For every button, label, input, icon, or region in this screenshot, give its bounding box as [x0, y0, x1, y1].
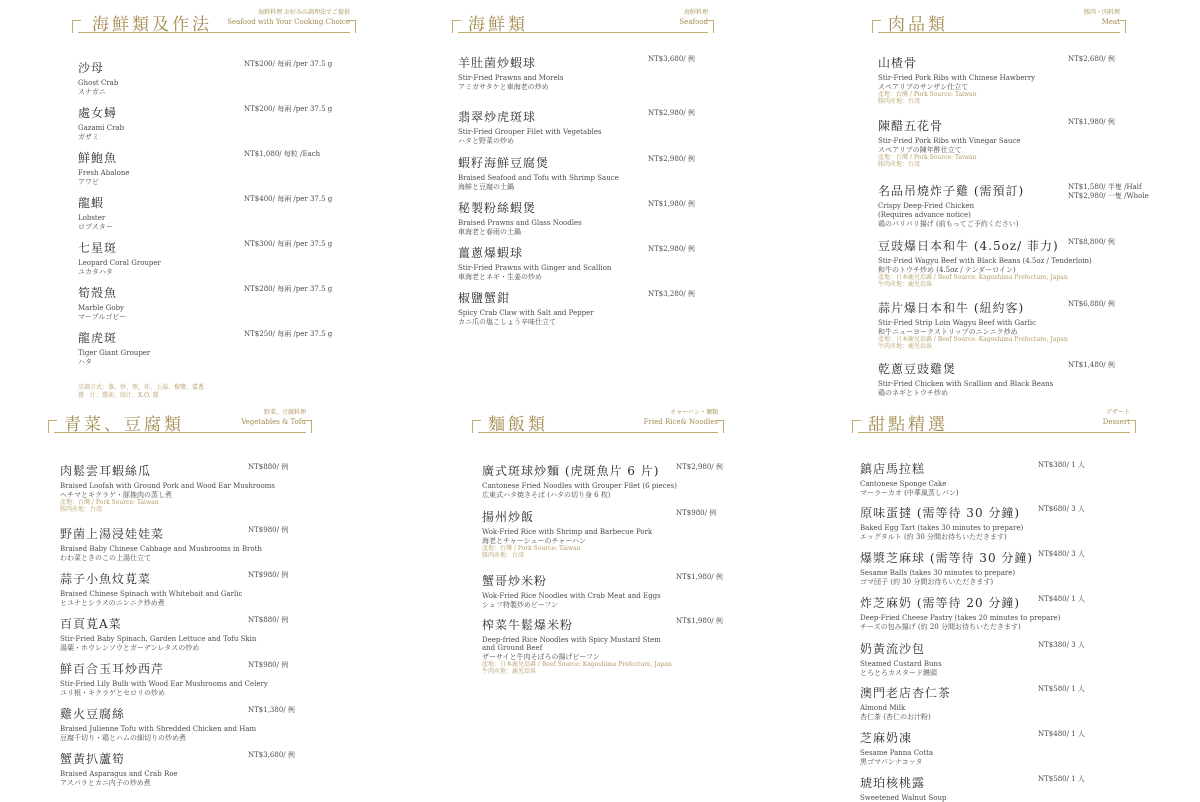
menu-item: [878, 299, 1120, 350]
item-name-en: Braised Seafood and Tofu with Shrimp Sauce: [458, 174, 619, 182]
item-name-zh: 蝦籽海鮮豆腐煲: [458, 156, 550, 170]
menu-item: [860, 504, 1130, 541]
menu-item: [482, 508, 718, 559]
item-name-ja: ロブスター: [78, 223, 113, 231]
menu-item: [60, 660, 306, 697]
item-name-zh: 揚州炒飯: [482, 510, 535, 524]
item-name-en: Deep-fried Rice Noodles with Spicy Mustard Stem: [482, 636, 661, 644]
item-name-zh: 薑蔥爆蝦球: [458, 246, 524, 260]
item-name-ja: 黒ゴマパンナコッタ: [860, 758, 923, 766]
item-name-en-2: and Ground Beef: [482, 644, 543, 652]
item-price: NT$580/ 1 人: [1038, 685, 1085, 693]
section-noodles: [478, 404, 723, 704]
item-source: 產地：日本鹿兒島縣 / Beef Source: Kagoshima Prefecture, Japan: [482, 661, 672, 668]
item-price: NT$200/ 每兩 /per 37.5 g: [244, 105, 333, 113]
item-name-en: Braised Loofah with Ground Pork and Wood Ear Mushrooms: [60, 482, 275, 490]
item-name-en: Braised Chinese Spinach with Whitebait and Garlic: [60, 590, 243, 598]
section-title: 肉品類: [888, 15, 948, 35]
section-subtitle: [644, 408, 718, 427]
item-price: NT$3,280/ 例: [648, 290, 695, 298]
item-name-zh: 椒鹽蟹鉗: [458, 291, 511, 305]
header-rule: [478, 432, 718, 433]
menu-item: [878, 54, 1120, 105]
item-name-en: Gazami Crab: [78, 124, 125, 132]
item-name-zh: 肉鬆雲耳蝦絲瓜: [60, 464, 152, 478]
section-subtitle: [679, 8, 708, 27]
menu-item: [78, 239, 350, 276]
item-name-ja: ヘチマとキクラゲ・豚挽肉の蒸し煮: [60, 491, 172, 499]
subtitle-ja: チャーハン・麺類: [670, 409, 718, 416]
menu-item: [78, 329, 350, 366]
section-vegetables: [54, 404, 306, 800]
item-price: NT$380/ 1 人: [1038, 461, 1085, 469]
item-name-zh: 山楂骨: [878, 56, 918, 70]
menu-item: [878, 360, 1120, 397]
item-name-zh: 原味蛋撻 (需等待 30 分鐘): [860, 506, 1021, 520]
item-name-zh: 炸芝麻奶 (需等待 20 分鐘): [860, 596, 1021, 610]
item-source-ja: 豚肉産地：台湾: [60, 506, 103, 513]
item-price: NT$1,980/ 例: [676, 573, 723, 581]
item-price: NT$680/ 3 人: [1038, 505, 1085, 513]
menu-item: [458, 108, 708, 145]
header-rule: [78, 32, 350, 33]
item-name-en: Stir-Fried Grouper Filet with Vegetables: [458, 128, 602, 136]
item-name-ja: アミガサタケと車海老の炒め: [458, 83, 549, 91]
item-source: 產地：台灣 / Pork Source: Taiwan: [878, 154, 977, 161]
item-price: [1068, 183, 1149, 201]
item-name-en: Braised Julienne Tofu with Shredded Chicken and Ham: [60, 725, 257, 733]
item-name-en: Leopard Coral Grouper: [78, 259, 161, 267]
item-price: NT$2,980/ 例: [648, 155, 695, 163]
header-rule: [458, 32, 708, 33]
subtitle-en: Fried Rice& Noodles: [643, 418, 718, 426]
item-name-en: Stir-Fried Prawns with Ginger and Scallion: [458, 264, 612, 272]
section-header: [878, 4, 1120, 38]
menu-item: [78, 284, 350, 321]
note-methods: 烹調方式：蒸、炒、煎、炸、上湯、椒鹽、薑蔥: [78, 384, 205, 391]
menu-item: [458, 199, 708, 236]
item-name-en: Stir-Fried Prawns and Morels: [458, 74, 564, 82]
menu-item: [78, 149, 350, 186]
item-name-zh: 名品吊燒炸子雞 (需預訂): [878, 184, 1025, 198]
item-name-ja: 豆腐千切り・鶏とハムの細切りの炒め煮: [60, 734, 186, 742]
section-dessert: [858, 404, 1130, 800]
item-price: NT$1,980/ 例: [648, 200, 695, 208]
item-source-ja: 牛肉産地：鹿児島県: [878, 343, 933, 350]
item-name-zh: 龍蝦: [78, 196, 105, 210]
item-price: NT$2,680/ 例: [1068, 55, 1115, 63]
subtitle-ja: 海鮮料理: [683, 9, 708, 16]
item-name-ja-2: 鶏のパリパリ揚げ (前もってご予約ください): [878, 220, 1019, 228]
section-seafood-cooking: [78, 4, 350, 399]
item-price: NT$280/ 每兩 /per 37.5 g: [244, 285, 333, 293]
subtitle-en: Dessert: [1102, 418, 1130, 426]
item-name-ja: 海鮮と豆腐の土鍋: [458, 183, 514, 191]
price-half: NT$1,580/ 半隻 /Half: [1068, 183, 1142, 191]
item-name-zh: 雞火豆腐絲: [60, 707, 126, 721]
item-price: NT$480/ 3 人: [1038, 550, 1085, 558]
menu-item: [78, 104, 350, 141]
item-price: NT$2,980/ 例: [676, 463, 723, 471]
item-name-ja: 杏仁茶 (杏仁のお汁粉): [860, 713, 931, 721]
item-source: 產地：日本鹿兒島縣 / Beef Source: Kagoshima Prefecture, Japan: [878, 274, 1068, 281]
item-name-zh: 乾蔥豆豉雞煲: [878, 362, 957, 376]
subtitle-ja: 海鮮料理 お好みの調理法でご提供: [258, 9, 350, 16]
item-price: NT$400/ 每兩 /per 37.5 g: [244, 195, 333, 203]
item-name-zh: 沙母: [78, 61, 105, 75]
section-header: [478, 404, 718, 438]
item-price: NT$6,880/ 例: [1068, 300, 1115, 308]
item-name-zh: 蟹黃扒蘆筍: [60, 752, 126, 766]
item-source: 產地：台灣 / Pork Source: Taiwan: [60, 499, 159, 506]
item-price: NT$480/ 1 人: [1038, 595, 1085, 603]
item-name-zh: 鮮鮑魚: [78, 151, 118, 165]
item-name-en: Steamed Custard Buns: [860, 660, 942, 668]
item-source-ja: 牛肉産地：鹿児島県: [878, 281, 933, 288]
item-price: NT$1,380/ 例: [248, 706, 295, 714]
item-name-ja: (Requires advance notice): [878, 211, 971, 219]
item-name-ja: ハタ: [78, 358, 92, 366]
item-name-ja: ハタと野菜の炒め: [458, 137, 514, 145]
item-price: NT$1,480/ 例: [1068, 361, 1115, 369]
item-name-ja: 車海老と春雨の土鍋: [458, 228, 521, 236]
item-name-en: Tiger Giant Grouper: [78, 349, 151, 357]
item-name-zh: 豆豉爆日本和牛 (4.5oz/ 菲力): [878, 239, 1059, 253]
item-price: NT$980/ 例: [676, 509, 717, 517]
menu-item: [458, 289, 708, 326]
item-name-en: Stir-Fried Chicken with Scallion and Black Beans: [878, 380, 1054, 388]
section-meat: [878, 4, 1149, 397]
item-price: NT$3,680/ 例: [648, 55, 695, 63]
item-name-en: Lobster: [78, 214, 106, 222]
item-name-ja: ユリ根・キクラゲとセロリの炒め: [60, 689, 165, 697]
menu-item: [78, 194, 350, 231]
item-name-zh: 奶黃流沙包: [860, 642, 926, 656]
section-title: 麵飯類: [488, 415, 548, 435]
note-sauces: 醬 汁：醬油、豉汁、X.O. 醬: [78, 392, 159, 399]
item-name-en: Braised Baby Chinese Cabbage and Mushrooms in Broth: [60, 545, 262, 553]
item-name-en: Cantonese Fried Noodles with Grouper Filet (6 pieces): [482, 482, 678, 490]
item-name-ja: 海老とチャーシューのチャーハン: [482, 537, 586, 545]
subtitle-en: Seafood with Your Cooking Choice: [227, 18, 350, 26]
item-name-en: Stir-Fried Pork Ribs with Chinese Hawberry: [878, 74, 1036, 82]
item-name-zh: 翡翠炒虎斑球: [458, 110, 537, 124]
item-name-zh: 秘製粉絲蝦煲: [458, 201, 537, 215]
item-name-en: Fresh Abalone: [78, 169, 130, 177]
menu-item: [878, 237, 1120, 288]
section-title: 甜點精選: [868, 415, 948, 435]
menu-item: [458, 244, 708, 281]
item-name-en: Spicy Crab Claw with Salt and Pepper: [458, 309, 594, 317]
subtitle-en: Seafood: [679, 18, 708, 26]
item-price: NT$380/ 3 人: [1038, 641, 1085, 649]
section-subtitle: [227, 8, 350, 27]
menu-item: [860, 549, 1130, 586]
item-name-en: Deep-Fried Cheese Pastry (takes 20 minutes to prepare): [860, 614, 1061, 622]
item-name-zh: 百頁莧A菜: [60, 617, 122, 631]
menu-item: [458, 54, 708, 91]
menu-item: [60, 750, 306, 787]
item-price: NT$1,980/ 例: [1068, 118, 1115, 126]
item-name-zh: 鎮店馬拉糕: [860, 462, 926, 476]
item-source-ja: 牛肉産地：鹿児島県: [482, 668, 537, 675]
menu-item: [60, 525, 306, 562]
item-name-en: Sweetened Walnut Soup: [860, 794, 947, 802]
item-source: 產地：台灣 / Pork Source: Taiwan: [482, 545, 581, 552]
item-name-zh: 蒜子小魚炆莧菜: [60, 572, 152, 586]
item-name-en: Sesame Panna Cotta: [860, 749, 934, 757]
item-name-ja: チーズの包み揚げ (約 20 分間お待ちいただきます): [860, 623, 1021, 631]
item-name-ja: 車海老とネギ・生姜の炒め: [458, 273, 542, 281]
item-name-en: Cantonese Sponge Cake: [860, 480, 947, 488]
item-source: 產地：日本鹿兒島縣 / Beef Source: Kagoshima Prefecture, Japan: [878, 336, 1068, 343]
item-source-ja: 豚肉産地：台湾: [878, 98, 921, 105]
item-name-zh: 蟹哥炒米粉: [482, 574, 548, 588]
menu-item: [860, 640, 1130, 677]
item-name-ja: エッグタルト (約 30 分間お待ちいただきます): [860, 533, 1007, 541]
menu-item: [60, 462, 306, 513]
price-whole: NT$2,980/ 一隻 /Whole: [1068, 192, 1149, 200]
item-price: NT$880/ 例: [248, 616, 289, 624]
item-name-en: Almond Milk: [860, 704, 906, 712]
cooking-methods-note: [78, 384, 204, 400]
item-name-zh: 爆漿芝麻球 (需等待 30 分鐘): [860, 551, 1034, 565]
item-name-en: Baked Egg Tart (takes 30 minutes to prepare): [860, 524, 1024, 532]
item-name-ja: マーブルゴビー: [78, 313, 127, 321]
menu-item: [458, 154, 708, 191]
item-price: NT$2,980/ 例: [648, 245, 695, 253]
section-header: [78, 4, 350, 38]
item-name-ja: 鶏のネギとトウチ炒め: [878, 389, 948, 397]
item-name-zh: 處女蟳: [78, 106, 118, 120]
item-name-zh: 野菌上湯浸娃娃菜: [60, 527, 165, 541]
item-name-zh: 澳門老店杏仁茶: [860, 686, 952, 700]
item-name-ja: 和牛ニューヨークストリップのニンニク炒め: [878, 328, 1018, 336]
item-name-ja: ヒユナとシラスのニンニク炒め煮: [60, 599, 165, 607]
item-name-en: Stir-Fried Wagyu Beef with Black Beans (4.5oz / Tenderloin): [878, 257, 1092, 265]
menu-item: [60, 570, 306, 607]
item-price: NT$200/ 每兩 /per 37.5 g: [244, 60, 333, 68]
menu-item: [860, 460, 1130, 497]
item-name-zh: 蒜片爆日本和牛 (紐約客): [878, 301, 1025, 315]
item-name-en: Stir-Fried Lily Bulb with Wood Ear Mushrooms and Celery: [60, 680, 268, 688]
menu-item: [482, 616, 723, 675]
item-name-ja: 湯葉・ホウレンソウとガーデンレタスの炒め: [60, 644, 200, 652]
item-price: NT$580/ 1 人: [1038, 775, 1085, 783]
item-name-ja: アワビ: [78, 178, 99, 186]
item-price: NT$300/ 每兩 /per 37.5 g: [244, 240, 333, 248]
item-name-en: Sesame Balls (takes 30 minutes to prepare): [860, 569, 1016, 577]
item-name-ja: 広東式ハタ焼きそば (ハタの切り身 6 枚): [482, 491, 611, 499]
item-price: NT$980/ 例: [248, 526, 289, 534]
subtitle-en: Vegetables & Tofu: [241, 418, 306, 426]
subtitle-ja: デザート: [1105, 409, 1130, 416]
item-name-ja: 和牛のトウチ炒め (4.5oz / テンダーロイン): [878, 266, 1016, 274]
item-name-zh: 琥珀核桃露: [860, 776, 926, 790]
item-name-en: Braised Asparagus and Crab Roe: [60, 770, 178, 778]
item-name-en: Crispy Deep-Fried Chicken: [878, 202, 975, 210]
item-price: NT$980/ 例: [248, 571, 289, 579]
item-name-zh: 榨菜牛鬆爆米粉: [482, 618, 574, 632]
menu-item: [482, 572, 723, 609]
menu-item: [878, 182, 1149, 228]
menu-item: [860, 729, 1130, 766]
item-name-ja: スペアリブの陳年酢仕立て: [878, 146, 962, 154]
menu-item: [878, 117, 1120, 168]
item-price: NT$1,980/ 例: [676, 617, 723, 625]
item-name-ja: わわ菜ときのこの上湯仕立て: [60, 554, 151, 562]
item-name-zh: 龍虎斑: [78, 331, 118, 345]
item-name-ja: とろとろカスタード饅頭: [860, 669, 937, 677]
section-title: 海鮮類: [468, 15, 528, 35]
item-name-ja: スペアリブのサンザシ仕立て: [878, 83, 969, 91]
item-name-ja: マーラーカオ (中華風蒸しパン): [860, 489, 959, 497]
item-name-ja: スナガニ: [78, 88, 106, 96]
section-title: 青菜、豆腐類: [64, 415, 184, 435]
item-name-ja: ゴマ団子 (約 30 分間お待ちいただきます): [860, 578, 994, 586]
menu-item: [482, 462, 723, 499]
header-rule: [858, 432, 1130, 433]
item-name-en: Wok-Fried Rice Noodles with Crab Meat and Eggs: [482, 592, 661, 600]
item-price: NT$480/ 1 人: [1038, 730, 1085, 738]
section-subtitle: [241, 408, 306, 427]
item-name-ja: シェフ特製炒めビーフン: [482, 601, 558, 609]
item-name-ja: ユカタハタ: [78, 268, 113, 276]
section-header: [54, 404, 306, 438]
item-name-zh: 陳醋五花骨: [878, 119, 944, 133]
menu-item: [78, 59, 350, 96]
item-name-en: Braised Prawns and Glass Noodles: [458, 219, 582, 227]
item-name-ja: アスパラとカニ内子の炒め煮: [60, 779, 151, 787]
item-name-zh: 羊肚菌炒蝦球: [458, 56, 537, 70]
menu-item: [860, 774, 1130, 802]
item-price: NT$1,080/ 每粒 /Each: [244, 150, 321, 158]
item-price: NT$8,800/ 例: [1068, 238, 1115, 246]
item-price: NT$2,980/ 例: [648, 109, 695, 117]
item-name-en: Wok-Fried Rice with Shrimp and Barbecue Pork: [482, 528, 653, 536]
item-name-zh: 芝麻奶凍: [860, 731, 913, 745]
item-name-zh: 筍殼魚: [78, 286, 118, 300]
item-name-zh: 七星斑: [78, 241, 118, 255]
menu-item: [60, 705, 306, 742]
header-rule: [878, 32, 1120, 33]
item-name-zh: 鮮百合玉耳炒西芹: [60, 662, 165, 676]
item-name-en: Stir-Fried Strip Loin Wagyu Beef with Garlic: [878, 319, 1037, 327]
item-source-ja: 豚肉産地：台湾: [878, 161, 921, 168]
section-header: [458, 4, 708, 38]
item-name-en: Ghost Crab: [78, 79, 119, 87]
item-name-en: Stir-Fried Pork Ribs with Vinegar Sauce: [878, 137, 1021, 145]
item-price: NT$250/ 每兩 /per 37.5 g: [244, 330, 333, 338]
menu-item: [60, 615, 306, 652]
header-rule: [54, 432, 306, 433]
item-name-zh: 廣式斑球炒麵 (虎斑魚片 6 片): [482, 464, 660, 478]
item-name-ja: ガザミ: [78, 133, 99, 141]
section-seafood: [458, 4, 708, 334]
menu-item: [860, 684, 1130, 721]
item-price: NT$980/ 例: [248, 661, 289, 669]
subtitle-ja: 野菜、豆腐料理: [263, 409, 306, 416]
section-header: [858, 404, 1130, 438]
item-name-ja: カニ爪の塩こしょう辛味仕立て: [458, 318, 556, 326]
item-source-ja: 豚肉産地：台湾: [482, 552, 525, 559]
subtitle-ja: 豚肉・肉料理: [1083, 9, 1120, 16]
item-name-en: Marble Goby: [78, 304, 125, 312]
item-name-en: Stir-Fried Baby Spinach, Garden Lettuce and Tofu Skin: [60, 635, 257, 643]
item-name-ja: ザーサイと牛肉そぼろの揚げビーフン: [482, 653, 600, 661]
subtitle-en: Meat: [1101, 18, 1120, 26]
item-price: NT$3,680/ 例: [248, 751, 295, 759]
section-subtitle: [1084, 8, 1120, 27]
menu-item: [860, 594, 1130, 631]
item-price: NT$880/ 例: [248, 463, 289, 471]
section-title: 海鮮類及作法: [92, 15, 212, 35]
item-source: 產地：台灣 / Pork Source: Taiwan: [878, 91, 977, 98]
section-subtitle: [1103, 408, 1130, 427]
